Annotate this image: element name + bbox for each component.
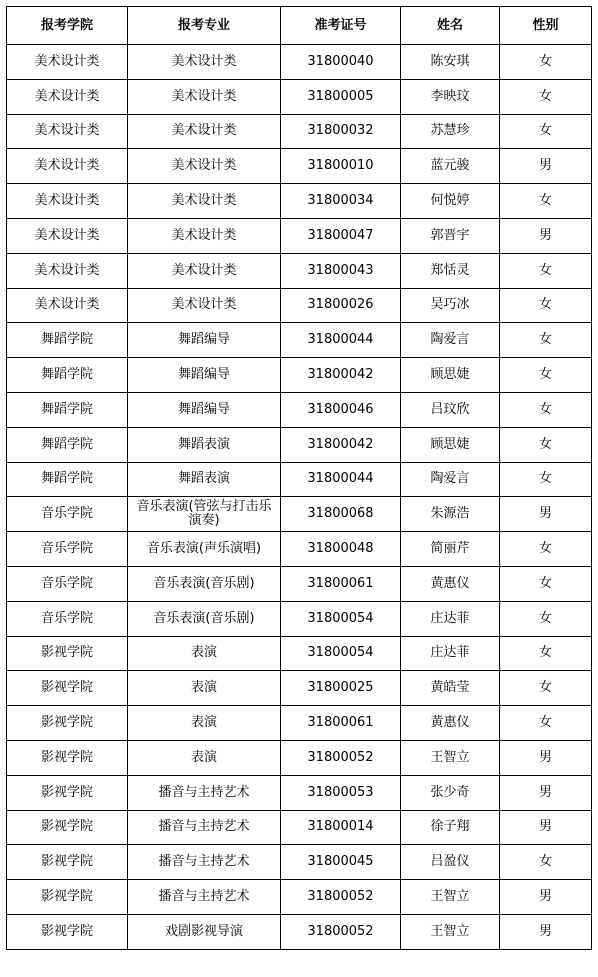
cell-name: 陶爱言 bbox=[401, 323, 500, 358]
cell-major: 音乐表演(音乐剧) bbox=[128, 601, 281, 636]
cell-college: 影视学院 bbox=[7, 810, 128, 845]
cell-college: 影视学院 bbox=[7, 636, 128, 671]
cell-ticket-number: 31800040 bbox=[281, 45, 401, 80]
cell-gender: 女 bbox=[500, 114, 592, 149]
cell-ticket-number: 31800054 bbox=[281, 636, 401, 671]
table-row bbox=[7, 79, 592, 114]
table-row bbox=[7, 671, 592, 706]
cell-gender: 男 bbox=[500, 218, 592, 253]
cell-college: 美术设计类 bbox=[7, 288, 128, 323]
cell-ticket-number: 31800045 bbox=[281, 845, 401, 880]
cell-gender: 女 bbox=[500, 462, 592, 497]
cell-major: 表演 bbox=[128, 706, 281, 741]
admission-list-table bbox=[6, 6, 592, 950]
cell-college: 舞蹈学院 bbox=[7, 427, 128, 462]
cell-name: 郭晋宇 bbox=[401, 218, 500, 253]
cell-college: 音乐学院 bbox=[7, 601, 128, 636]
cell-college: 影视学院 bbox=[7, 845, 128, 880]
cell-name: 陶爱言 bbox=[401, 462, 500, 497]
cell-name: 黄皓莹 bbox=[401, 671, 500, 706]
cell-college: 舞蹈学院 bbox=[7, 462, 128, 497]
cell-name: 张少奇 bbox=[401, 775, 500, 810]
table-row bbox=[7, 218, 592, 253]
table-row bbox=[7, 566, 592, 601]
cell-gender: 女 bbox=[500, 671, 592, 706]
cell-major: 舞蹈表演 bbox=[128, 462, 281, 497]
cell-gender: 男 bbox=[500, 914, 592, 949]
table-row bbox=[7, 114, 592, 149]
cell-college: 音乐学院 bbox=[7, 566, 128, 601]
cell-gender: 女 bbox=[500, 392, 592, 427]
cell-major: 表演 bbox=[128, 671, 281, 706]
cell-ticket-number: 31800068 bbox=[281, 497, 401, 532]
cell-gender: 女 bbox=[500, 288, 592, 323]
header-college: 报考学院 bbox=[7, 7, 128, 45]
table-row bbox=[7, 532, 592, 567]
cell-major: 美术设计类 bbox=[128, 218, 281, 253]
cell-college: 舞蹈学院 bbox=[7, 358, 128, 393]
cell-name: 吕玟欣 bbox=[401, 392, 500, 427]
table-row bbox=[7, 636, 592, 671]
cell-major: 播音与主持艺术 bbox=[128, 845, 281, 880]
cell-name: 顾思婕 bbox=[401, 358, 500, 393]
cell-name: 李映玟 bbox=[401, 79, 500, 114]
cell-ticket-number: 31800052 bbox=[281, 914, 401, 949]
table-row bbox=[7, 323, 592, 358]
cell-gender: 女 bbox=[500, 323, 592, 358]
table-row bbox=[7, 184, 592, 219]
cell-college: 影视学院 bbox=[7, 740, 128, 775]
table-row bbox=[7, 601, 592, 636]
cell-major: 美术设计类 bbox=[128, 149, 281, 184]
cell-ticket-number: 31800014 bbox=[281, 810, 401, 845]
cell-ticket-number: 31800047 bbox=[281, 218, 401, 253]
cell-gender: 女 bbox=[500, 253, 592, 288]
cell-college: 美术设计类 bbox=[7, 114, 128, 149]
table-row bbox=[7, 497, 592, 532]
table-row bbox=[7, 775, 592, 810]
cell-major: 美术设计类 bbox=[128, 253, 281, 288]
cell-college: 舞蹈学院 bbox=[7, 392, 128, 427]
cell-college: 影视学院 bbox=[7, 914, 128, 949]
cell-ticket-number: 31800025 bbox=[281, 671, 401, 706]
cell-name: 黄惠仪 bbox=[401, 706, 500, 741]
cell-major: 音乐表演(音乐剧) bbox=[128, 566, 281, 601]
cell-name: 简丽芹 bbox=[401, 532, 500, 567]
table-row bbox=[7, 914, 592, 949]
cell-major: 美术设计类 bbox=[128, 184, 281, 219]
cell-ticket-number: 31800042 bbox=[281, 358, 401, 393]
cell-ticket-number: 31800034 bbox=[281, 184, 401, 219]
cell-name: 王智立 bbox=[401, 740, 500, 775]
cell-gender: 女 bbox=[500, 566, 592, 601]
header-row bbox=[7, 7, 592, 45]
cell-ticket-number: 31800010 bbox=[281, 149, 401, 184]
cell-ticket-number: 31800053 bbox=[281, 775, 401, 810]
cell-gender: 女 bbox=[500, 427, 592, 462]
cell-college: 音乐学院 bbox=[7, 532, 128, 567]
cell-college: 美术设计类 bbox=[7, 149, 128, 184]
cell-gender: 男 bbox=[500, 775, 592, 810]
cell-name: 王智立 bbox=[401, 914, 500, 949]
table-row bbox=[7, 45, 592, 80]
cell-major: 音乐表演(声乐演唱) bbox=[128, 532, 281, 567]
cell-ticket-number: 31800042 bbox=[281, 427, 401, 462]
cell-gender: 女 bbox=[500, 532, 592, 567]
table-row bbox=[7, 462, 592, 497]
table-row bbox=[7, 706, 592, 741]
cell-gender: 男 bbox=[500, 149, 592, 184]
table-row bbox=[7, 253, 592, 288]
cell-college: 美术设计类 bbox=[7, 218, 128, 253]
cell-name: 陈安琪 bbox=[401, 45, 500, 80]
cell-gender: 女 bbox=[500, 601, 592, 636]
cell-ticket-number: 31800043 bbox=[281, 253, 401, 288]
cell-ticket-number: 31800061 bbox=[281, 566, 401, 601]
cell-major: 舞蹈编导 bbox=[128, 392, 281, 427]
cell-major: 表演 bbox=[128, 636, 281, 671]
cell-gender: 男 bbox=[500, 740, 592, 775]
table-row bbox=[7, 288, 592, 323]
cell-college: 音乐学院 bbox=[7, 497, 128, 532]
cell-college: 舞蹈学院 bbox=[7, 323, 128, 358]
cell-gender: 女 bbox=[500, 636, 592, 671]
cell-college: 影视学院 bbox=[7, 775, 128, 810]
cell-gender: 男 bbox=[500, 880, 592, 915]
header-gender: 性别 bbox=[500, 7, 592, 45]
table-row bbox=[7, 427, 592, 462]
cell-college: 影视学院 bbox=[7, 706, 128, 741]
cell-ticket-number: 31800054 bbox=[281, 601, 401, 636]
cell-ticket-number: 31800046 bbox=[281, 392, 401, 427]
table-row bbox=[7, 392, 592, 427]
cell-name: 蓝元骏 bbox=[401, 149, 500, 184]
header-major: 报考专业 bbox=[128, 7, 281, 45]
cell-ticket-number: 31800044 bbox=[281, 462, 401, 497]
cell-ticket-number: 31800044 bbox=[281, 323, 401, 358]
cell-major: 美术设计类 bbox=[128, 288, 281, 323]
cell-college: 美术设计类 bbox=[7, 184, 128, 219]
cell-name: 何悦婷 bbox=[401, 184, 500, 219]
cell-major: 舞蹈编导 bbox=[128, 358, 281, 393]
cell-college: 美术设计类 bbox=[7, 79, 128, 114]
cell-major: 美术设计类 bbox=[128, 45, 281, 80]
table-row bbox=[7, 810, 592, 845]
cell-gender: 女 bbox=[500, 706, 592, 741]
table-row bbox=[7, 358, 592, 393]
cell-college: 影视学院 bbox=[7, 671, 128, 706]
cell-name: 王智立 bbox=[401, 880, 500, 915]
cell-gender: 男 bbox=[500, 497, 592, 532]
cell-ticket-number: 31800048 bbox=[281, 532, 401, 567]
cell-ticket-number: 31800052 bbox=[281, 740, 401, 775]
table-row bbox=[7, 740, 592, 775]
cell-gender: 女 bbox=[500, 845, 592, 880]
cell-name: 庄达菲 bbox=[401, 636, 500, 671]
cell-ticket-number: 31800032 bbox=[281, 114, 401, 149]
cell-name: 顾思婕 bbox=[401, 427, 500, 462]
cell-name: 徐子翔 bbox=[401, 810, 500, 845]
table-row bbox=[7, 845, 592, 880]
cell-ticket-number: 31800052 bbox=[281, 880, 401, 915]
cell-college: 美术设计类 bbox=[7, 45, 128, 80]
cell-name: 郑恬灵 bbox=[401, 253, 500, 288]
cell-name: 吴巧冰 bbox=[401, 288, 500, 323]
cell-college: 影视学院 bbox=[7, 880, 128, 915]
cell-ticket-number: 31800026 bbox=[281, 288, 401, 323]
cell-gender: 男 bbox=[500, 810, 592, 845]
cell-major: 播音与主持艺术 bbox=[128, 775, 281, 810]
cell-major: 戏剧影视导演 bbox=[128, 914, 281, 949]
cell-gender: 女 bbox=[500, 45, 592, 80]
cell-name: 朱源浩 bbox=[401, 497, 500, 532]
cell-major: 播音与主持艺术 bbox=[128, 880, 281, 915]
cell-name: 黄惠仪 bbox=[401, 566, 500, 601]
cell-major: 音乐表演(管弦与打击乐演奏) bbox=[128, 497, 281, 532]
cell-major: 舞蹈表演 bbox=[128, 427, 281, 462]
cell-name: 庄达菲 bbox=[401, 601, 500, 636]
cell-gender: 女 bbox=[500, 184, 592, 219]
cell-name: 苏慧珍 bbox=[401, 114, 500, 149]
cell-major: 表演 bbox=[128, 740, 281, 775]
cell-gender: 女 bbox=[500, 358, 592, 393]
header-name: 姓名 bbox=[401, 7, 500, 45]
table-row bbox=[7, 880, 592, 915]
cell-college: 美术设计类 bbox=[7, 253, 128, 288]
cell-major: 播音与主持艺术 bbox=[128, 810, 281, 845]
cell-gender: 女 bbox=[500, 79, 592, 114]
cell-major: 美术设计类 bbox=[128, 114, 281, 149]
cell-major: 舞蹈编导 bbox=[128, 323, 281, 358]
cell-ticket-number: 31800005 bbox=[281, 79, 401, 114]
cell-major: 美术设计类 bbox=[128, 79, 281, 114]
cell-ticket-number: 31800061 bbox=[281, 706, 401, 741]
header-ticket-number: 准考证号 bbox=[281, 7, 401, 45]
table-row bbox=[7, 149, 592, 184]
cell-name: 吕盈仪 bbox=[401, 845, 500, 880]
